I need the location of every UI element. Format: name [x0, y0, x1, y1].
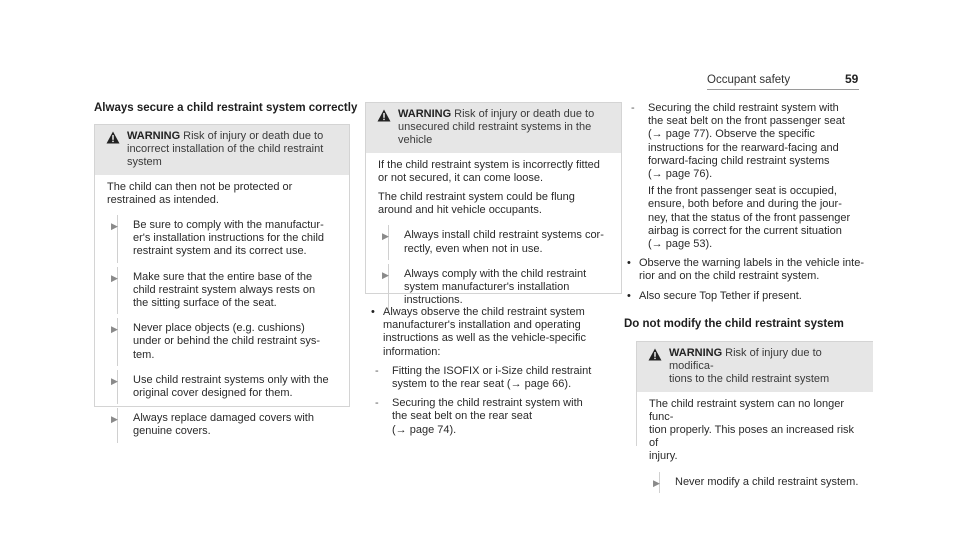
- warning-body: [366, 153, 621, 323]
- page-link[interactable]: (→ page 53).: [648, 238, 713, 251]
- dash-line: the seat belt on the rear seat: [392, 410, 533, 423]
- warning-body: [95, 175, 349, 454]
- list-item: [626, 290, 866, 303]
- header-rule: [707, 89, 859, 90]
- step-line: Make sure that the entire base of the: [133, 270, 313, 283]
- step-line: Use child restraint systems only with the: [133, 373, 329, 386]
- step-line: tem.: [133, 348, 155, 361]
- instruction-step: [378, 229, 611, 255]
- body-line: The child restraint system can no longer func-: [649, 397, 845, 423]
- dash-marker: -: [375, 364, 379, 377]
- warning-triangle-icon: [377, 109, 391, 122]
- page-number: 59: [845, 72, 859, 86]
- bullet-line: Observe the warning labels in the vehicle inte-: [639, 257, 865, 270]
- sub-list-item: [370, 397, 620, 437]
- dash-marker: -: [631, 102, 635, 114]
- body-line: restrained as intended.: [107, 193, 219, 206]
- warning-text-line: Risk of injury or death due to: [454, 108, 595, 120]
- warning-header: [95, 125, 349, 175]
- instruction-step: [107, 271, 339, 311]
- step-line: under or behind the child restraint sys-: [133, 335, 321, 348]
- dash-line: Securing the child restraint system with: [648, 102, 839, 114]
- column-3-list: [626, 102, 866, 309]
- sub-paragraph: [648, 185, 866, 251]
- step-line: Always install child restraint systems cor-: [404, 229, 604, 242]
- instruction-step: [649, 476, 863, 489]
- instruction-step: [107, 412, 339, 438]
- warning-label: WARNING: [127, 130, 181, 142]
- dash-line: airbag is correct for the current situation: [648, 224, 842, 237]
- step-line: rectly, even when not in use.: [404, 242, 543, 255]
- section-title: Occupant safety: [707, 74, 791, 86]
- warning-box-incorrect-installation: [94, 124, 350, 438]
- warning-text-line: Risk of injury or death due to: [183, 130, 324, 142]
- warning-paragraph: [649, 398, 863, 464]
- warning-paragraph: [107, 181, 339, 207]
- instruction-step: [107, 219, 339, 259]
- step-line: Always comply with the child restraint: [404, 267, 587, 280]
- dash-line: forward-facing child restraint systems: [648, 154, 830, 167]
- warning-text-line: system: [127, 156, 162, 169]
- step-arrow-icon: ▶: [653, 477, 660, 488]
- body-line: tion properly. This poses an increased risk of: [649, 424, 855, 450]
- step-arrow-icon: ▶: [111, 375, 118, 386]
- dash-line: If the front passenger seat is occupied,: [648, 185, 837, 198]
- warning-box-unsecured-systems: [365, 102, 622, 307]
- warning-text-line: unsecured child restraint systems in the: [398, 121, 592, 134]
- bullet-icon: •: [627, 289, 631, 302]
- warning-triangle-icon: [106, 131, 120, 144]
- dash-line: Securing the child restraint system with: [392, 397, 583, 410]
- step-line: Never place objects (e.g. cushions): [133, 322, 305, 335]
- dash-line: ensure, both before and during the jour-: [648, 198, 842, 211]
- dash-marker: -: [375, 397, 379, 410]
- step-line: Always replace damaged covers with: [133, 412, 314, 425]
- dash-line: ney, that the status of the front passenger: [648, 211, 851, 224]
- bullet-line: information:: [383, 345, 441, 358]
- step-line: instructions.: [404, 294, 463, 307]
- step-line: the sitting surface of the seat.: [133, 297, 277, 310]
- warning-paragraph: [378, 191, 611, 217]
- list-item: [626, 257, 866, 283]
- list-item: [370, 306, 620, 359]
- body-line: The child can then not be protected or: [107, 180, 293, 193]
- warning-paragraph: [378, 159, 611, 185]
- bullet-line: Also secure Top Tether if present.: [639, 289, 802, 302]
- step-arrow-icon: ▶: [111, 272, 118, 283]
- warning-header: [637, 342, 873, 392]
- warning-body: [637, 392, 873, 504]
- dash-line: instructions for the rearward-facing and: [648, 141, 839, 154]
- warning-label: WARNING: [669, 347, 723, 359]
- step-arrow-icon: ▶: [382, 231, 389, 242]
- step-line: Be sure to comply with the manufactur-: [133, 219, 324, 232]
- body-line: or not secured, it can come loose.: [378, 171, 544, 184]
- body-line: around and hit vehicle occupants.: [378, 204, 542, 217]
- warning-text-line: Risk of injury due to modifica-: [669, 347, 822, 373]
- step-line: Never modify a child restraint system.: [675, 475, 859, 488]
- step-line: system manufacturer's installation: [404, 281, 570, 294]
- bullet-icon: •: [627, 257, 631, 270]
- page-link[interactable]: (→ page 76).: [648, 168, 713, 181]
- page-link[interactable]: (→ page 74).: [392, 423, 457, 436]
- dash-line: Fitting the ISOFIX or i-Size child restraint: [392, 364, 592, 377]
- bullet-line: manufacturer's installation and operating: [383, 319, 581, 332]
- step-arrow-icon: ▶: [111, 324, 118, 335]
- warning-text-line: incorrect installation of the child restraint: [127, 143, 324, 156]
- body-line: The child restraint system could be flung: [378, 191, 575, 204]
- bullet-line: instructions as well as the vehicle-specific: [383, 332, 586, 345]
- sub-list-item: [370, 365, 620, 391]
- body-line: If the child restraint system is incorrectly fitted: [378, 158, 600, 171]
- heading-do-not-modify: Do not modify the child restraint system: [624, 318, 844, 330]
- instruction-step: [378, 268, 611, 308]
- bullet-icon: •: [371, 306, 375, 318]
- observe-instructions-list: [370, 306, 620, 443]
- step-line: er's installation instructions for the child: [133, 232, 325, 245]
- body-line: injury.: [649, 450, 678, 463]
- warning-box-modifications: [636, 341, 873, 488]
- bullet-line: rior and on the child restraint system.: [639, 270, 820, 283]
- heading-secure-correctly: Always secure a child restraint system correctly: [94, 102, 358, 114]
- step-line: original cover designed for them.: [133, 387, 293, 400]
- bullet-line: Always observe the child restraint system: [383, 306, 585, 318]
- instruction-step: [107, 322, 339, 362]
- step-arrow-icon: ▶: [111, 414, 118, 425]
- page-link[interactable]: system to the rear seat (→ page 66).: [392, 378, 572, 391]
- warning-text-line: vehicle: [398, 134, 433, 147]
- step-line: restraint system and its correct use.: [133, 245, 307, 258]
- warning-triangle-icon: [648, 348, 662, 361]
- warning-header: [366, 103, 621, 153]
- warning-label: WARNING: [398, 108, 452, 120]
- page-link[interactable]: (→ page 77). Observe the specific: [648, 128, 815, 141]
- step-line: genuine covers.: [133, 425, 211, 438]
- step-arrow-icon: ▶: [382, 269, 389, 280]
- warning-text-line: tions to the child restraint system: [669, 373, 830, 386]
- dash-line: the seat belt on the front passenger seat: [648, 115, 845, 128]
- step-arrow-icon: ▶: [111, 221, 118, 232]
- step-line: child restraint system always rests on: [133, 283, 316, 296]
- instruction-step: [107, 374, 339, 400]
- sub-list-item: [626, 102, 866, 251]
